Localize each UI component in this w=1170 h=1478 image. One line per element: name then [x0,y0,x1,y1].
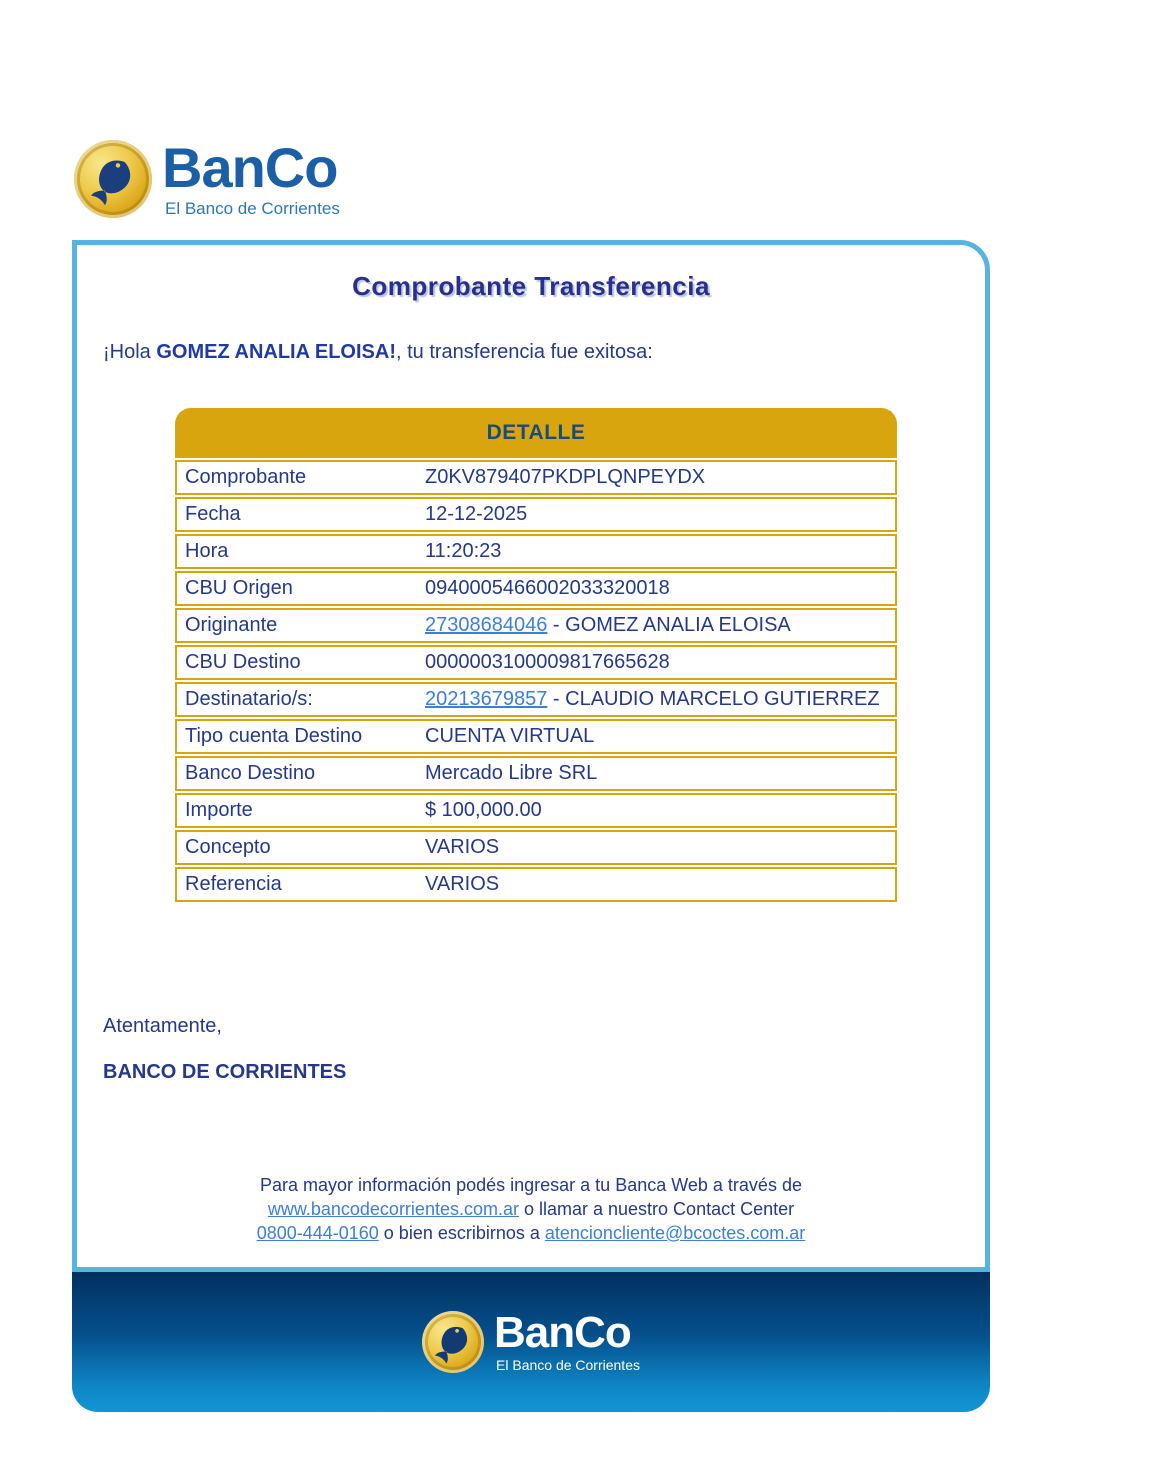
phone-link[interactable]: 0800-444-0160 [256,1223,379,1243]
table-row [175,830,897,865]
detail-table [175,408,897,902]
table-row [175,719,897,754]
row-label: Referencia [185,873,282,895]
bank-logo-footer [422,1308,640,1373]
row-value: Z0KV879407PKDPLQNPEYDX [425,466,706,488]
cuit-link[interactable]: 27308684046 [425,614,548,636]
footer-brand-bar [72,1272,990,1412]
row-value: 0940005466002033320018 [425,577,670,599]
fish-icon [430,1319,476,1365]
row-value: 12-12-2025 [425,503,528,525]
table-row [175,608,897,643]
row-value: 20213679857 - CLAUDIO MARCELO GUTIERREZ [425,688,880,710]
row-value: 11:20:23 [425,540,502,562]
row-label: Banco Destino [185,762,316,784]
table-row [175,682,897,717]
row-value: Mercado Libre SRL [425,762,598,784]
footer-line-3 [77,1221,985,1245]
row-label: CBU Origen [185,577,293,599]
bank-tagline: El Banco de Corrientes [496,1357,640,1373]
row-label: Comprobante [185,466,307,488]
row-value: CUENTA VIRTUAL [425,725,595,747]
row-label: Tipo cuenta Destino [185,725,363,747]
bank-signature: BANCO DE CORRIENTES [103,1061,347,1083]
website-link[interactable]: www.bancodecorrientes.com.ar [267,1199,519,1219]
greeting-line [103,341,653,364]
row-label: Fecha [185,503,241,525]
footer-line-3-mid: o bien escribirnos a [378,1223,545,1243]
row-value: VARIOS [425,836,500,858]
closing-text: Atentamente, [103,1015,222,1037]
row-label: Destinatario/s: [185,688,313,710]
row-value: 27308684046 - GOMEZ ANALIA ELOISA [425,614,791,636]
bank-logo-header [74,136,340,218]
bank-tagline: El Banco de Corrientes [165,199,340,218]
greeting-suffix: , tu transferencia fue exitosa: [395,341,653,363]
bank-wordmark: BanCo [162,136,338,199]
footer-note [77,1173,985,1245]
row-value: VARIOS [425,873,500,895]
coin-fish-icon [422,1311,484,1373]
table-row [175,645,897,680]
table-row [175,571,897,606]
receipt-frame [72,240,990,1272]
table-row [175,497,897,532]
row-label: Hora [185,540,229,562]
greeting-prefix: ¡Hola [103,341,157,363]
table-row [175,460,897,495]
detail-table-body [175,460,897,902]
footer-line-2 [77,1197,985,1221]
fish-icon [85,151,141,207]
table-row [175,756,897,791]
row-value: $ 100,000.00 [425,799,542,821]
customer-name: GOMEZ ANALIA ELOISA! [156,341,396,363]
footer-line-2-rest: o llamar a nuestro Contact Center [518,1199,795,1219]
cuit-link[interactable]: 20213679857 [425,688,548,710]
email-link[interactable]: atencioncliente@bcoctes.com.ar [544,1223,806,1243]
table-row [175,534,897,569]
table-row [175,793,897,828]
row-label: Originante [185,614,278,636]
table-row [175,867,897,902]
row-label: Importe [185,799,253,821]
page-title: Comprobante Transferencia [352,271,710,301]
footer-line-1: Para mayor información podés ingresar a tu Banca Web a través de [260,1175,802,1195]
row-value: 0000003100009817665628 [425,651,670,673]
coin-fish-icon [74,140,152,218]
bank-wordmark: BanCo [494,1308,631,1357]
table-header: DETALLE [175,408,897,458]
row-label: CBU Destino [185,651,301,673]
row-label: Concepto [185,836,271,858]
